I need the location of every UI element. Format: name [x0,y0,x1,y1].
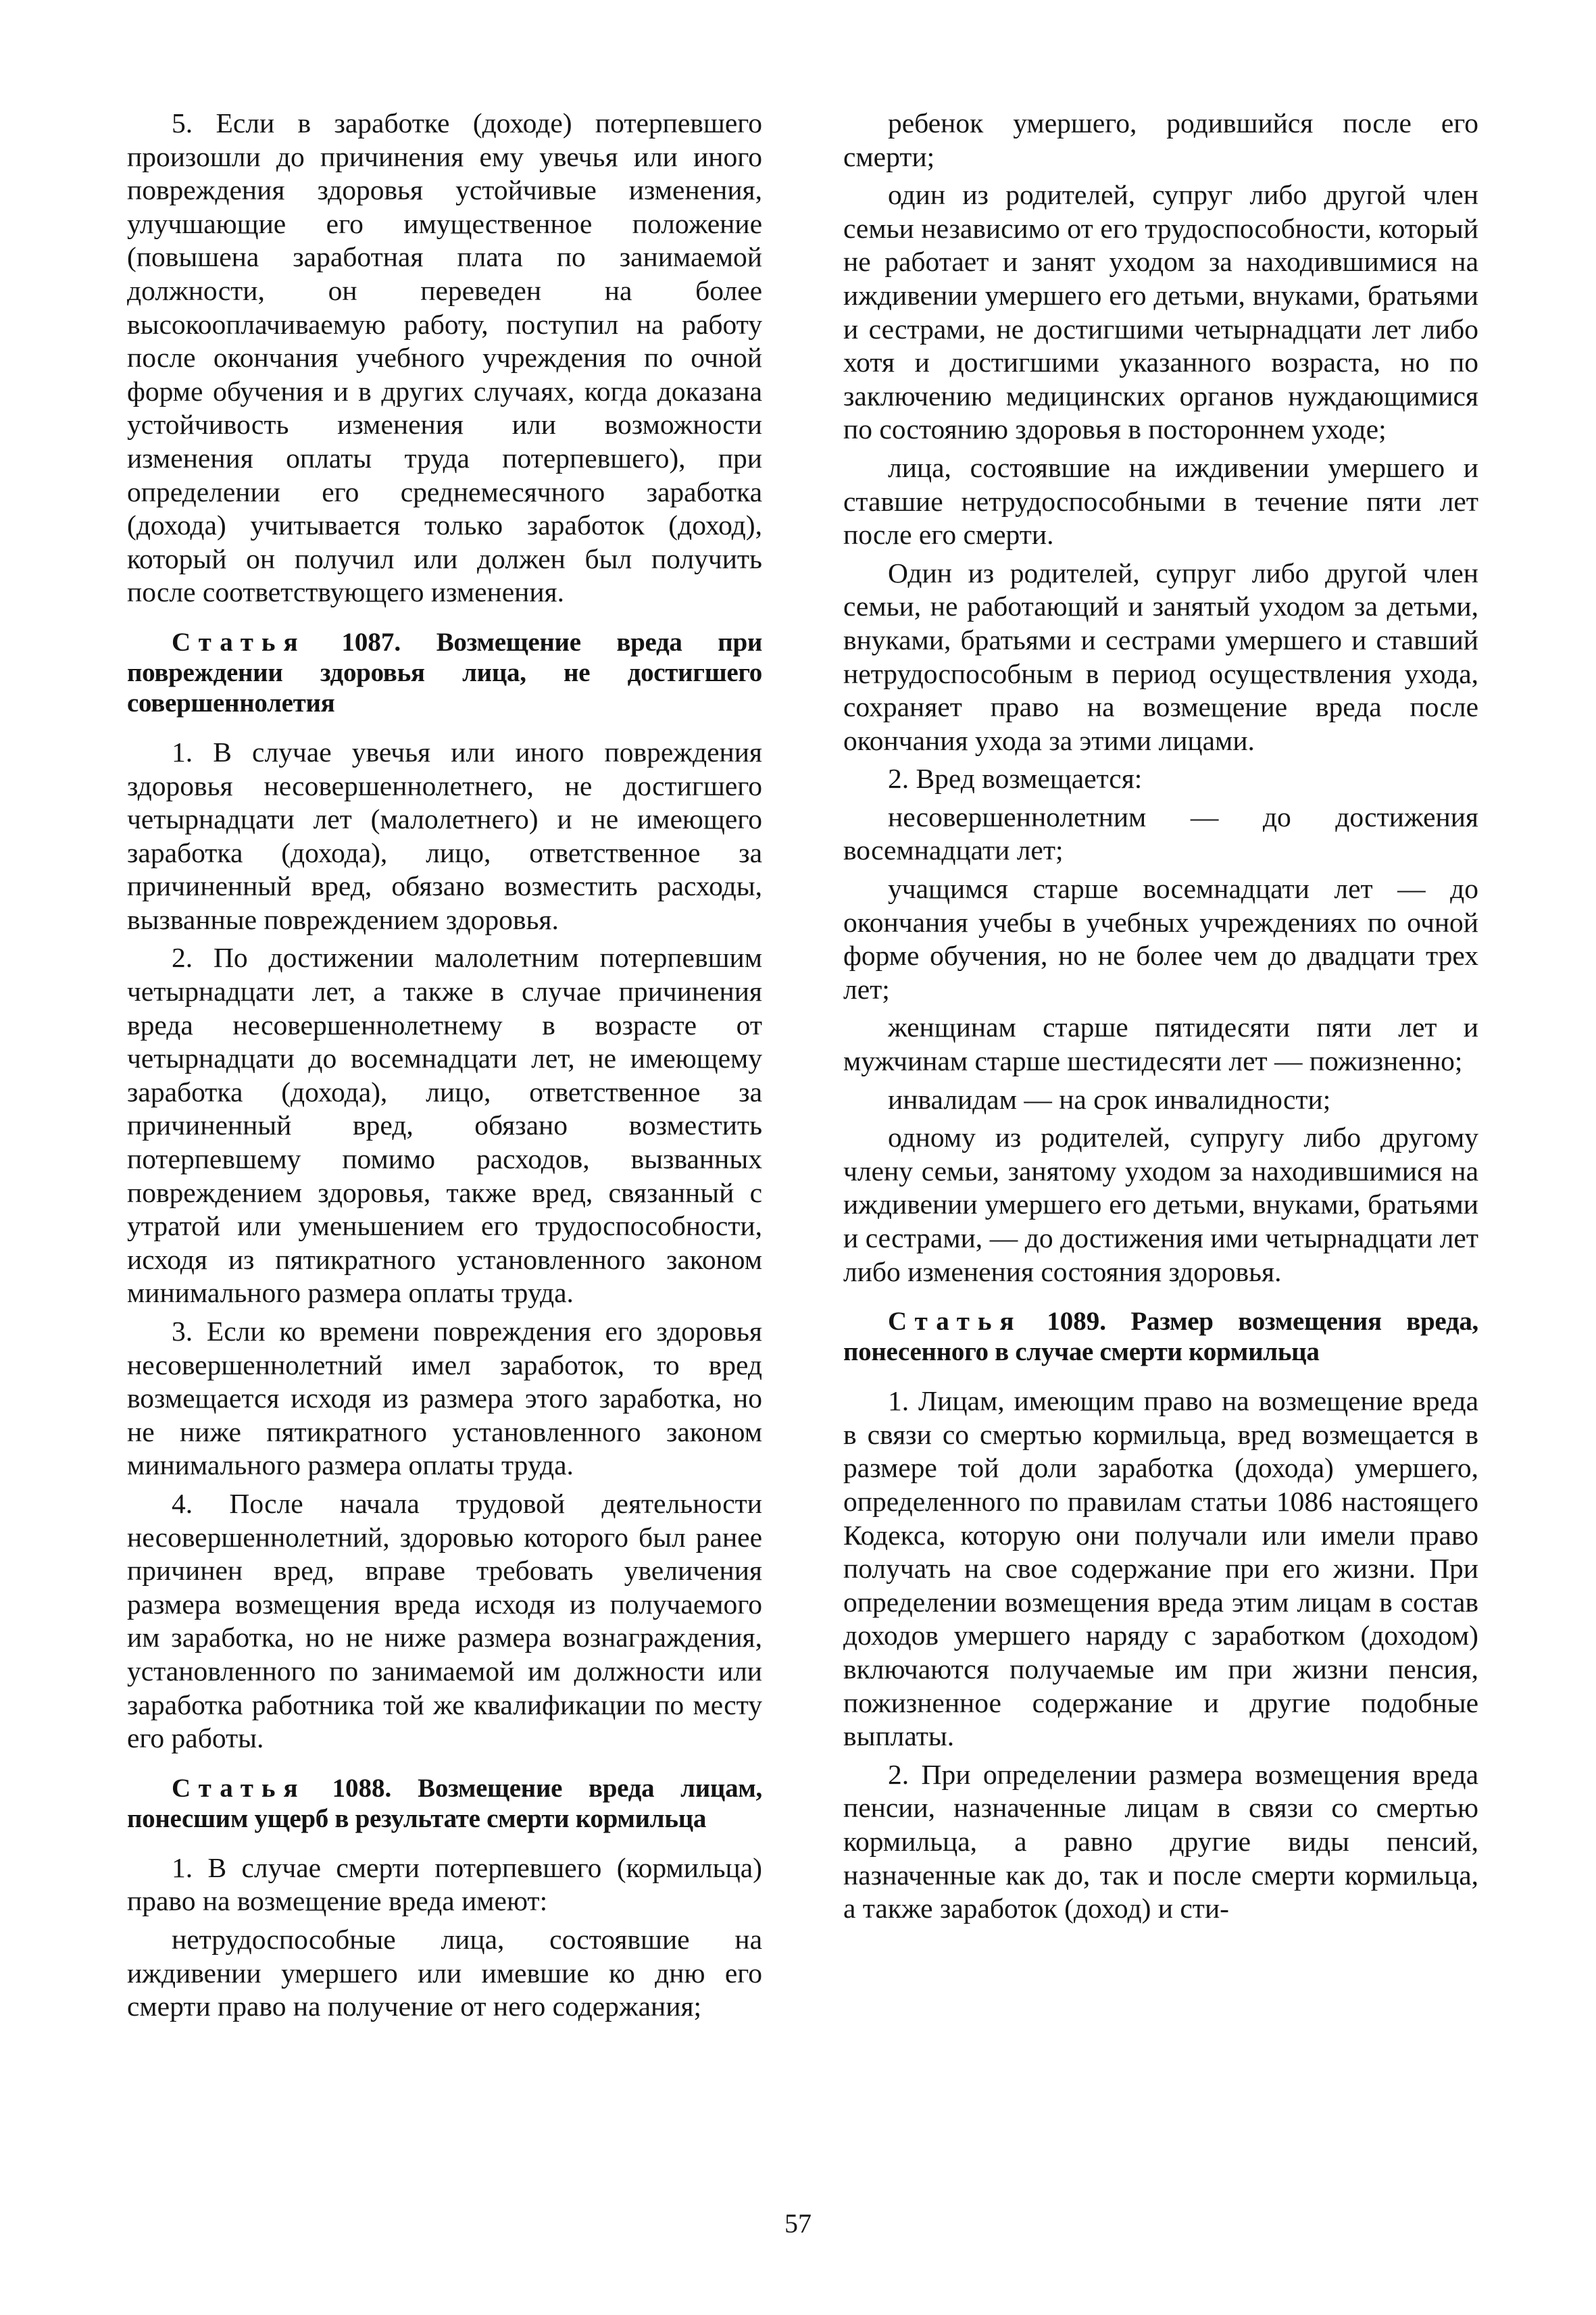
article-number: 1087. [341,627,401,657]
paragraph-minors: несовершеннолетним — до достижения восемнадцати лет; [843,801,1478,866]
article-number: 1088. [332,1773,392,1803]
article-1088-heading [127,1773,762,1834]
paragraph-students: учащимся старше восемнадцати лет — до окончания учебы в учебных учреждениях по очной форме обучения, но не более чем до двадцати трех лет; [843,873,1478,1005]
paragraph-caregiver: одному из родителей, супругу либо другому члену семьи, занятому уходом за находившимися на иждивении умершего его детьми, внуками, братьями и сестрами, — до достижения ими четырнадцати лет либо изменения состояния здоровья. [843,1122,1478,1287]
article-label: Статья [888,1307,1022,1337]
article-label: Статья [172,627,306,657]
article-number: 1089. [1047,1307,1106,1337]
paragraph-parent: один из родителей, супруг либо другой член семьи независимо от его трудоспособности, который не работает и занят уходом за находившимися на иждивении умершего его детьми, внуками, братьями и сестрами, не достигшими четырнадцати лет либо хотя и достигшими указанного возраста, но по заключению медицинских органов нуждающимися по состоянию здоровья в постороннем уходе; [843,179,1478,445]
article-1087-paragraph-4: 4. После начала трудовой деятельности несовершеннолетний, здоровью которого был ранее причинен вред, вправе требовать увеличения размера возмещения вреда исходя из получаемого им заработка, но не ниже размера вознаграждения, установленного по занимаемой им должности или заработка работника той же квалификации по месту его работы. [127,1487,762,1754]
article-1088-paragraph-1a: нетрудоспособные лица, состоявшие на иждивении умершего или имевшие ко дню его смерти право на получение от него содержания; [127,1923,762,2022]
article-1089-paragraph-1: 1. Лицам, имеющим право на возмещение вреда в связи со смертью кормильца, вред возмещается в размере той доли заработка (дохода) умершего, определенного по правилам статьи 1086 настоящего Кодекса, которую они получали или имели право получать на свое содержание при его жизни. При определении возмещения вреда этим лицам в состав доходов умершего наряду с заработком (доходом) включаются получаемые им при жизни пенсия, пожизненное содержание и другие подобные выплаты. [843,1385,1478,1752]
paragraph-disabled: инвалидам — на срок инвалидности; [888,1083,1331,1115]
left-column [127,107,762,2024]
paragraph-child: ребенок умершего, родившийся после его смерти; [843,107,1478,172]
article-title: Возмещение вреда при повреждении здоровья лица, не достигшего совершеннолетия [127,627,763,718]
article-1087-paragraph-3: 3. Если ко времени повреждения его здоровья несовершеннолетний имел заработок, то вред возмещается исходя из размера этого заработка, но не ниже пятикратного установленного законом минимального размера оплаты труда. [127,1316,762,1481]
paragraph-elderly: женщинам старше пятидесяти пяти лет и мужчинам старше шестидесяти лет — пожизненно; [843,1012,1478,1077]
article-1087-paragraph-1: 1. В случае увечья или иного повреждения здоровья несовершеннолетнего, не достигшего четырнадцати лет (малолетнего) и не имеющего заработка (дохода), лицо, ответственное за причиненный вред, обязано возместить расходы, вызванные повреждением здоровья. [127,736,762,935]
article-title: Размер возмещения вреда, понесенного в случае смерти кормильца [843,1307,1479,1367]
paragraph-2: 2. Вред возмещается: [888,763,1143,795]
right-column [843,107,1478,1926]
article-1087-heading [127,627,762,718]
article-label: Статья [172,1773,306,1803]
page-number: 57 [784,2208,812,2239]
article-1088-paragraph-1: 1. В случае смерти потерпевшего (кормильца) право на возмещение вреда имеют: [127,1851,762,1917]
article-1089-heading [843,1306,1478,1367]
paragraph-retains-right: Один из родителей, супруг либо другой член семьи, не работающий и занятый уходом за детьми, внуками, братьями и сестрами умершего и ставший нетрудоспособным в период осуществления ухода, сохраняет право на возмещение вреда после окончания ухода за этими лицами. [843,557,1478,756]
paragraph-5: 5. Если в заработке (доходе) потерпевшего произошли до причинения ему увечья или иного повреждения здоровья устойчивые изменения, улучшающие его имущественное положение (повышена заработная плата по занимаемой должности, он переведен на более высокооплачиваемую работу, поступил на работу после окончания учебного учреждения по очной форме обучения и в других случаях, когда доказана устойчивость изменения или возможности изменения оплаты труда потерпевшего), при определении его среднемесячного заработка (дохода) учитывается только заработок (доход), который он получил или должен был получить после соответствующего изменения. [127,107,762,608]
paragraph-dependents: лица, состоявшие на иждивении умершего и ставшие нетрудоспособными в течение пяти лет после его смерти. [843,451,1478,551]
article-1089-paragraph-2: 2. При определении размера возмещения вреда пенсии, назначенные лицам в связи со смертью кормильца, а равно другие виды пенсий, назначенные как до, так и после смерти кормильца, а также заработок (доход) и сти- [843,1758,1478,1924]
article-title: Возмещение вреда лицам, понесшим ущерб в результате смерти кормильца [127,1773,762,1833]
article-1087-paragraph-2: 2. По достижении малолетним потерпевшим четырнадцати лет, а также в случае причинения вреда несовершеннолетнему в возрасте от четырнадцати до восемнадцати лет, не имеющему заработка (дохода), лицо, ответственное за причиненный вред, обязано возместить потерпевшему помимо расходов, вызванных повреждением здоровья, также вред, связанный с утратой или уменьшением его трудоспособности, исходя из пятикратного установленного законом минимального размера оплаты труда. [127,942,762,1309]
